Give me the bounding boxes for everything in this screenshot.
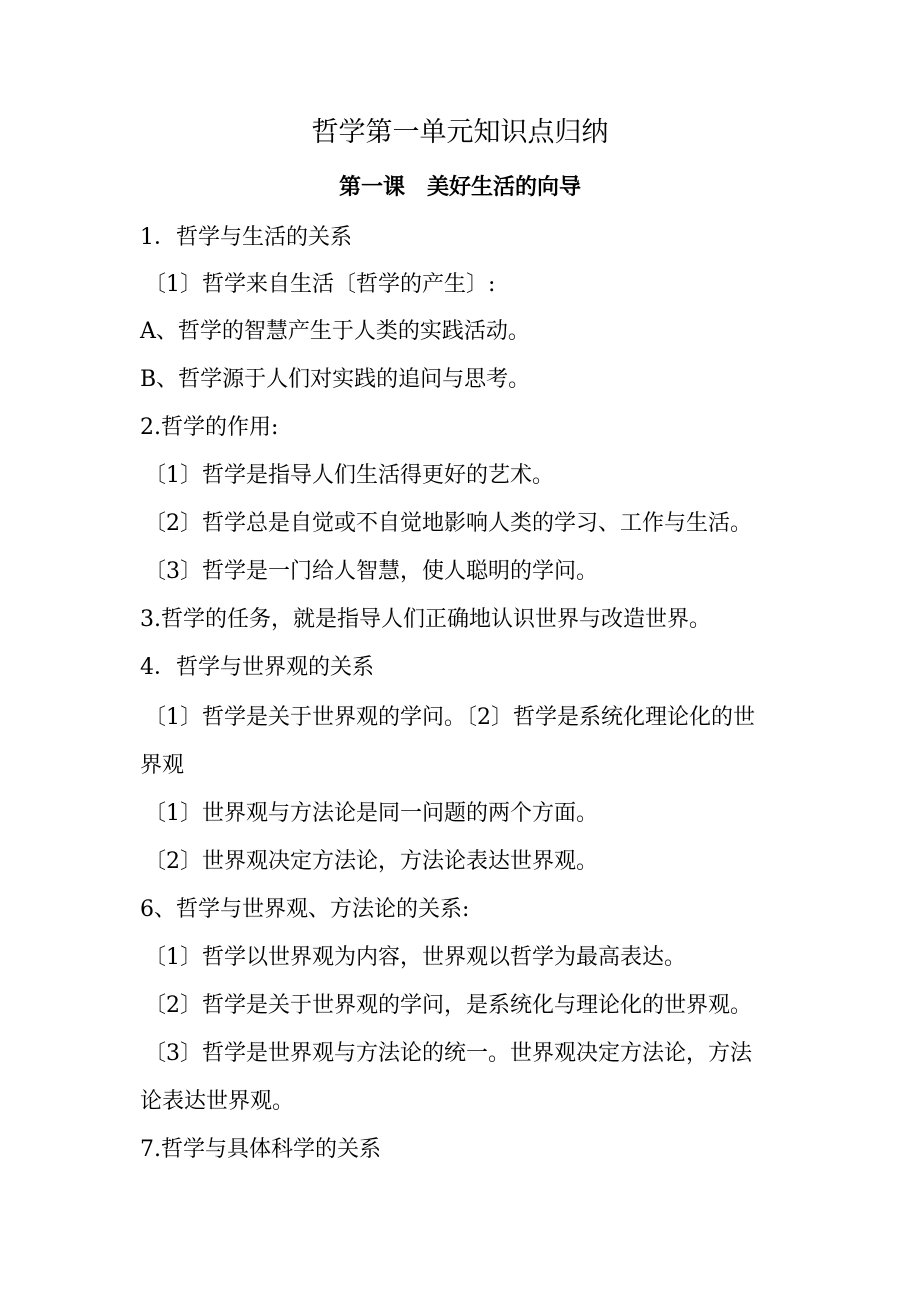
- text-line: 〔2〕世界观决定方法论，方法论表达世界观。: [144, 849, 598, 874]
- text-line: 论表达世界观。: [140, 1089, 295, 1114]
- text-line: 〔1〕哲学是关于世界观的学问。〔2〕哲学是系统化理论化的世: [144, 705, 755, 730]
- heading-3: 3.哲学的任务，就是指导人们正确地认识世界与改造世界。: [140, 607, 711, 632]
- text-line: 〔3〕哲学是一门给人智慧，使人聪明的学问。: [144, 559, 598, 584]
- heading-2: 2.哲学的作用:: [140, 415, 279, 440]
- heading-4: 4．哲学与世界观的关系: [140, 655, 374, 680]
- text-line: 〔1〕哲学以世界观为内容，世界观以哲学为最高表达。: [144, 945, 686, 970]
- heading-1: 1．哲学与生活的关系: [140, 225, 352, 250]
- text-line: 〔2〕哲学是关于世界观的学问，是系统化与理论化的世界观。: [144, 993, 752, 1018]
- document-title: 哲学第一单元知识点归纳: [311, 117, 609, 148]
- heading-7: 7.哲学与具体科学的关系: [140, 1137, 381, 1162]
- lesson-subtitle: 第一课 美好生活的向导: [338, 174, 581, 200]
- text-line: 〔1〕世界观与方法论是同一问题的两个方面。: [144, 801, 598, 826]
- text-line: 界观: [140, 753, 185, 778]
- text-line: B、哲学源于人们对实践的追问与思考。: [140, 367, 531, 392]
- text-line: 〔1〕哲学来自生活〔哲学的产生〕:: [144, 272, 496, 297]
- text-line: 〔1〕哲学是指导人们生活得更好的艺术。: [144, 463, 554, 488]
- text-line: A、哲学的智慧产生于人类的实践活动。: [140, 319, 530, 344]
- heading-6: 6、哲学与世界观、方法论的关系:: [140, 897, 470, 922]
- text-line: 〔3〕哲学是世界观与方法论的统一。世界观决定方法论，方法: [144, 1041, 752, 1066]
- text-line: 〔2〕哲学总是自觉或不自觉地影响人类的学习、工作与生活。: [144, 511, 752, 536]
